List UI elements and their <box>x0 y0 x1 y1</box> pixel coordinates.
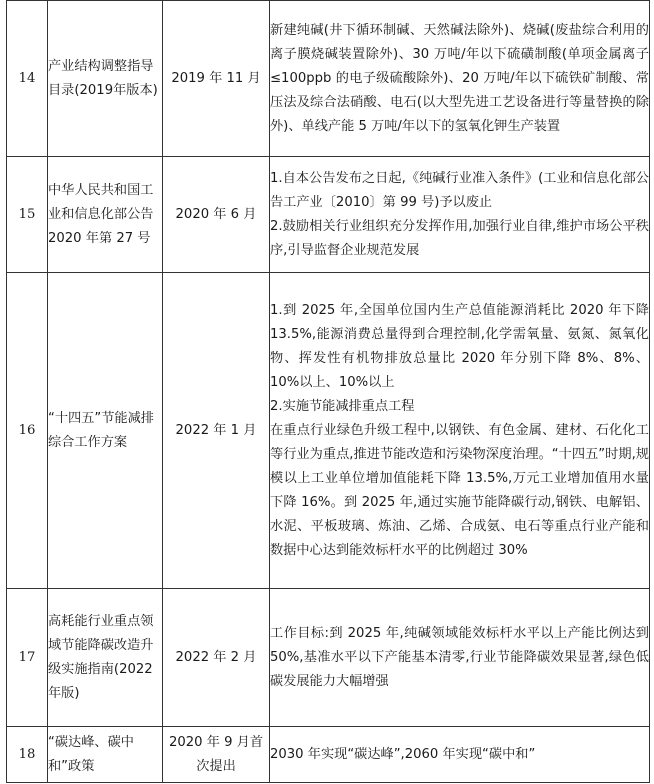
policy-name: “十四五”节能减排综合工作方案 <box>48 273 163 589</box>
table-row <box>7 589 650 727</box>
policy-content <box>270 727 650 783</box>
row-number: 18 <box>7 727 48 783</box>
content-paragraph: 2.鼓励相关行业组织充分发挥作用,加强行业自律,维护市场公平秩序,引导监督企业规范发展 <box>270 218 649 258</box>
policy-date: 2020 年 9 月首次提出 <box>163 727 270 783</box>
policy-date: 2022 年 1 月 <box>163 273 270 589</box>
row-number: 14 <box>7 1 48 157</box>
row-number: 15 <box>7 157 48 273</box>
content-paragraph: 2.实施节能减排重点工程 <box>270 398 415 414</box>
policy-name: 中华人民共和国工业和信息化部公告 2020 年第 27 号 <box>48 157 163 273</box>
policy-content <box>270 273 650 589</box>
policy-name: 高耗能行业重点领域节能降碳改造升级实施指南(2022年版) <box>48 589 163 727</box>
content-paragraph: 工作目标:到 2025 年,纯碱领域能效标杆水平以上产能比例达到 50%,基准水平以下产能基本清零,行业节能降碳效果显著,绿色低碳发展能力大幅增强 <box>270 625 649 689</box>
content-paragraph: 新建纯碱(井下循环制碱、天然碱法除外)、烧碱(废盐综合利用的离子膜烧碱装置除外)、30 万吨/年以下硫磺制酸(单项金属离子≤100ppb 的电子级硫酸除外)、20 万吨/年以下硫铁矿制酸、常压法及综合法硝酸、电石(以大型先进工艺设备进行等量替换的除外)、单线产能 5 万吨/年以下的氢氧化钾生产装置 <box>270 22 649 134</box>
row-number: 16 <box>7 273 48 589</box>
policy-date: 2020 年 6 月 <box>163 157 270 273</box>
policy-content <box>270 589 650 727</box>
table-row <box>7 157 650 273</box>
policy-date: 2022 年 2 月 <box>163 589 270 727</box>
policy-content <box>270 157 650 273</box>
content-paragraph: 1.自本公告发布之日起,《纯碱行业准入条件》(工业和信息化部公告工产业〔2010〕第 99 号)予以废止 <box>270 170 649 210</box>
content-paragraph: 在重点行业绿色升级工程中,以钢铁、有色金属、建材、石化化工等行业为重点,推进节能改造和污染物深度治理。“十四五”时期,规模以上工业单位增加值能耗下降 13.5%,万元工业增加值用水量下降 16%。到 2025 年,通过实施节能降碳行动,钢铁、电解铝、水泥、平板玻璃、炼油、乙烯、合成氨、电石等重点行业产能和数据中心达到能效标杆水平的比例超过 30% <box>270 422 649 558</box>
policy-content <box>270 1 650 157</box>
row-number: 17 <box>7 589 48 727</box>
table-row <box>7 1 650 157</box>
policy-name: 产业结构调整指导目录(2019年版本) <box>48 1 163 157</box>
content-paragraph: 1.到 2025 年,全国单位国内生产总值能源消耗比 2020 年下降 13.5%,能源消费总量得到合理控制,化学需氧量、氨氮、氮氧化物、挥发性有机物排放总量比 2020 年分别下降 8%、8%、10%以上、10%以上 <box>270 302 649 390</box>
policy-table <box>6 0 650 783</box>
policy-name: “碳达峰、碳中和”政策 <box>48 727 163 783</box>
policy-date: 2019 年 11 月 <box>163 1 270 157</box>
content-paragraph: 2030 年实现“碳达峰”,2060 年实现“碳中和” <box>270 746 536 762</box>
table-row <box>7 273 650 589</box>
table-row <box>7 727 650 783</box>
